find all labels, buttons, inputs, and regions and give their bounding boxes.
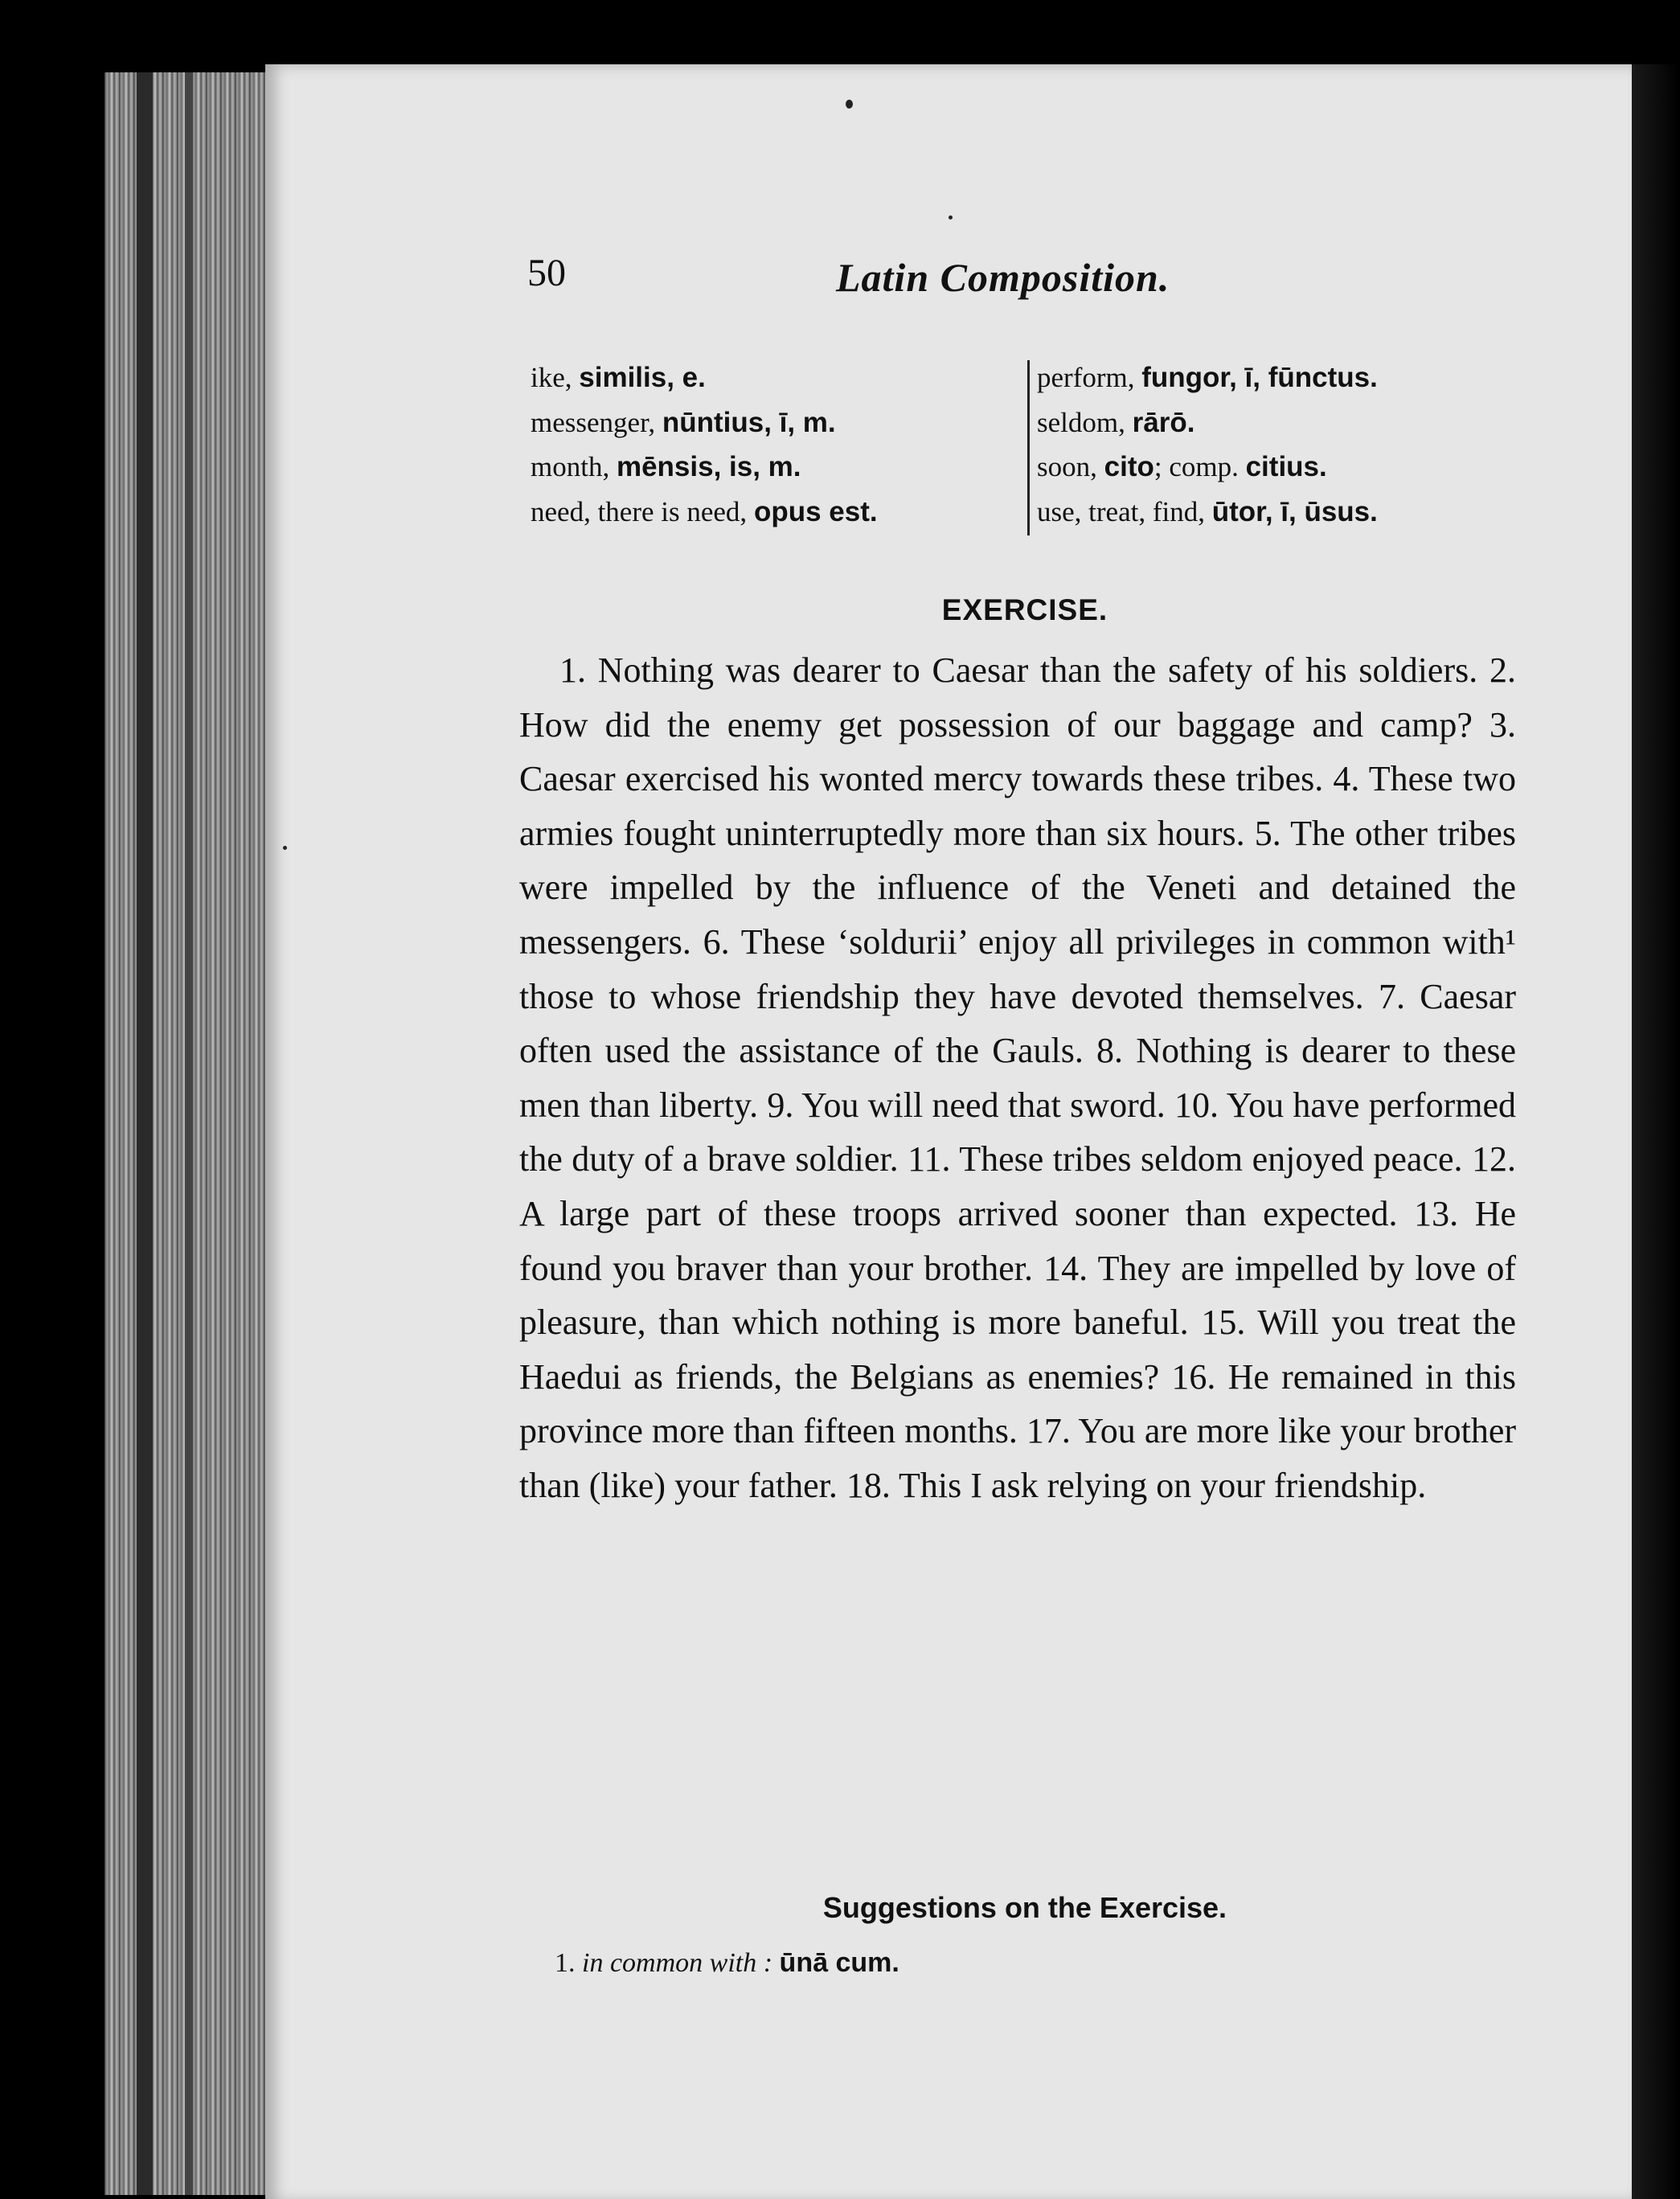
vocab-entry xyxy=(1037,490,1535,535)
vocabulary-left-column xyxy=(531,355,1029,534)
vocab-latin: opus est. xyxy=(753,495,878,527)
vocab-latin: mēnsis, is, m. xyxy=(616,451,801,482)
exercise-text: 1. Nothing was dearer to Caesar than the safety of his soldiers. 2. How did the enemy get possession of our baggage and camp? 3. Caesar exercised his wonted mercy towards these tribes. 4. These two armies fought uninterruptedly more than six hours. 5. The other tribes were impelled by the influence of the Veneti and detained the messengers. 6. These ‘soldurii’ enjoy all privileges in common with¹ those to whose friendship they have devoted themselves. 7. Caesar often used the assistance of the Gauls. 8. Nothing is dearer to these men than liberty. 9. You will need that sword. 10. You have performed the duty of a brave soldier. 11. These tribes seldom enjoyed peace. 12. A large part of these troops arrived sooner than expected. 13. He found you braver than your brother. 14. They are impelled by love of pleasure, than which nothing is more baneful. 15. Will you treat the Haedui as friends, the Belgians as enemies? 16. He remained in this province more than fifteen months. 17. You are more like your brother than (like) your father. 18. This I ask relying on your friendship. xyxy=(519,650,1516,1505)
footnote-number: 1. xyxy=(555,1948,576,1978)
exercise-heading: EXERCISE. xyxy=(941,593,1108,626)
vocab-latin-comparative: citius. xyxy=(1245,451,1327,482)
vocab-latin: nūntius, ī, m. xyxy=(662,406,836,438)
vocab-entry xyxy=(531,445,1029,490)
vocab-latin: fungor, ī, fūnctus. xyxy=(1141,362,1378,393)
suggestions-heading: Suggestions on the Exercise. xyxy=(822,1891,1227,1924)
vocab-latin: cito xyxy=(1104,451,1154,482)
footnote-latin: ūnā cum. xyxy=(779,1947,899,1978)
page-number: 50 xyxy=(527,252,566,294)
vocab-english: soon, xyxy=(1037,451,1104,482)
vocab-english: month, xyxy=(531,451,617,482)
edge-shadow-inner xyxy=(185,72,193,2195)
vocab-english: use, treat, find, xyxy=(1037,495,1212,527)
vocab-english: perform, xyxy=(1037,362,1142,393)
speck xyxy=(283,846,287,850)
vocab-english: seldom, xyxy=(1037,406,1133,438)
speck xyxy=(949,215,953,219)
vocab-entry xyxy=(531,490,1029,535)
vocab-latin: ūtor, ī, ūsus. xyxy=(1211,495,1378,527)
page-edges xyxy=(104,72,273,2195)
footnote-english: in common with : xyxy=(582,1948,773,1978)
vocab-latin: rārō. xyxy=(1132,406,1195,438)
vocab-english: ike, xyxy=(531,362,580,393)
footnote xyxy=(555,1947,899,1979)
vocab-english: need, there is need, xyxy=(531,495,754,527)
page-title: Latin Composition. xyxy=(836,255,1170,300)
edge-shadow xyxy=(137,72,153,2195)
vocab-entry xyxy=(1037,355,1535,400)
vocabulary-right-column xyxy=(1037,355,1535,534)
vocab-entry xyxy=(531,355,1029,400)
vocabulary-divider xyxy=(1027,360,1030,535)
vocab-entry xyxy=(1037,400,1535,445)
vocab-suffix: ; comp. xyxy=(1153,451,1246,482)
vocab-latin: similis, e. xyxy=(579,362,706,393)
vocab-entry xyxy=(531,400,1029,445)
speck xyxy=(846,100,853,109)
vocab-entry xyxy=(1037,445,1535,490)
page-right-edge xyxy=(1632,64,1680,2199)
vocab-english: messenger, xyxy=(531,406,662,438)
